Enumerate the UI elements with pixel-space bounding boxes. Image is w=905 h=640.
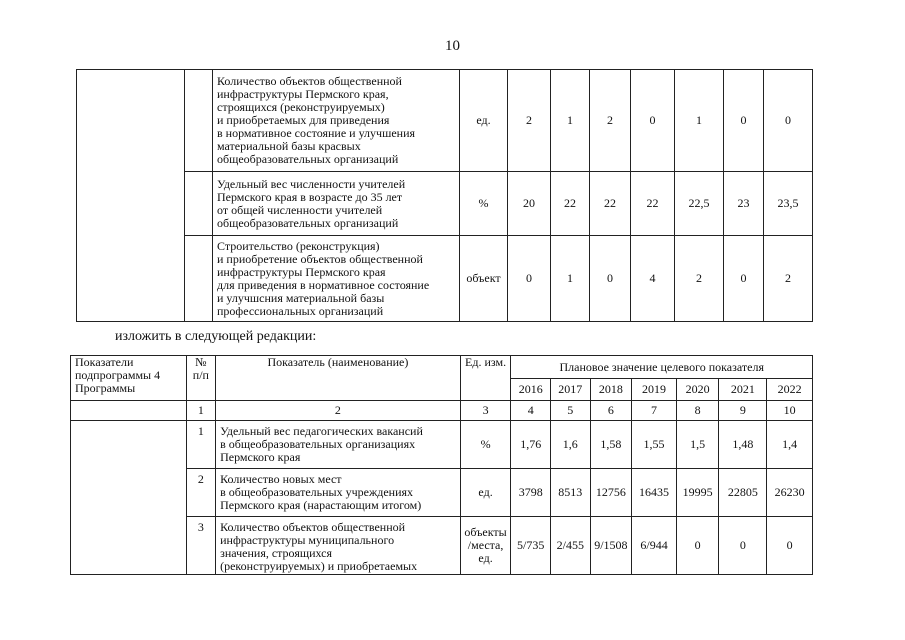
value-cell: 1 [675,70,724,172]
indicator-cell: Количество объектов общественной инфраструктуры муниципального значения, строящихся (реконструируемых) и приобретаемых [216,517,461,575]
value-cell: 2 [508,70,551,172]
column-number-cell: 8 [676,401,719,421]
column-number-cell: 9 [719,401,767,421]
value-cell: 1,6 [551,421,591,469]
indicator-cell: Удельный вес численности учителей Пермского края в возрасте до 35 лет от общей численности учителей общеобразовательных организаций [213,172,460,236]
indicator-cell: Количество объектов общественной инфраструктуры Пермского края, строящихся (реконструируемых) и приобретаемых для приведения в нормативное состояние и улучшения материальной базы красвых общеобразовательных организаций [213,70,460,172]
column-number-cell: 10 [767,401,813,421]
value-cell: 20 [508,172,551,236]
value-cell: 23,5 [764,172,813,236]
value-cell: 0 [590,236,631,322]
section-cell-empty [77,70,185,322]
value-cell: 1,48 [719,421,767,469]
value-cell: 1,58 [590,421,632,469]
year-cell: 2021 [719,379,767,401]
value-cell: 0 [508,236,551,322]
value-cell: 2 [675,236,724,322]
column-number-cell: 3 [460,401,511,421]
value-cell: 26230 [767,469,813,517]
num-cell-empty [185,70,213,172]
section-cell-empty [71,401,187,421]
value-cell: 19995 [676,469,719,517]
value-cell: 9/1508 [590,517,632,575]
row-number: 2 [186,469,215,517]
value-cell: 4 [631,236,675,322]
value-cell: 3798 [511,469,551,517]
year-cell: 2018 [590,379,632,401]
indicator-cell: Строительство (реконструкция) и приобретение объектов общественной инфраструктуры Пермского края для приведения в нормативное состояние и улучшсния материальной базы профессиональных организаций [213,236,460,322]
value-cell: 16435 [632,469,677,517]
indicators-table-old [76,69,813,322]
value-cell: 1,4 [767,421,813,469]
unit-header: Ед. изм. [460,356,511,401]
value-cell: 12756 [590,469,632,517]
value-cell: 0 [724,236,764,322]
value-cell: 5/735 [511,517,551,575]
unit-cell: ед. [460,469,511,517]
value-cell: 0 [676,517,719,575]
indicator-cell: Количество новых мест в общеобразовательных учреждениях Пермского края (нарастающим итогом) [216,469,461,517]
indicator-header: Показатель (наименование) [216,356,461,401]
unit-cell: объект [460,236,508,322]
table-row [77,236,813,322]
section-cell: Показатели подпрограммы 4 Программы [71,356,187,401]
value-cell: 0 [764,70,813,172]
value-cell: 22 [631,172,675,236]
unit-cell: % [460,172,508,236]
value-cell: 2 [590,70,631,172]
column-number-cell: 5 [551,401,591,421]
value-cell: 22 [551,172,590,236]
unit-cell: ед. [460,70,508,172]
num-cell-empty [185,236,213,322]
table-row [77,70,813,172]
value-cell: 1 [551,236,590,322]
value-cell: 1,5 [676,421,719,469]
value-cell: 1,76 [511,421,551,469]
indicator-cell: Удельный вес педагогических вакансий в общеобразовательных организациях Пермского края [216,421,461,469]
column-number-cell: 6 [590,401,632,421]
page-number: 10 [445,38,460,54]
value-cell: 0 [724,70,764,172]
row-number: 1 [186,421,215,469]
num-header: № п/п [186,356,215,401]
value-cell: 22,5 [675,172,724,236]
value-cell: 22805 [719,469,767,517]
column-number-cell: 2 [216,401,461,421]
value-cell: 8513 [551,469,591,517]
value-cell: 6/944 [632,517,677,575]
year-cell: 2020 [676,379,719,401]
table-header-row [71,356,813,379]
value-cell: 2/455 [551,517,591,575]
year-cell: 2019 [632,379,677,401]
section-cell-empty [71,421,187,575]
value-cell: 0 [767,517,813,575]
value-cell: 1,55 [632,421,677,469]
year-cell: 2017 [551,379,591,401]
column-number-cell: 1 [186,401,215,421]
value-cell: 1 [551,70,590,172]
value-cell: 23 [724,172,764,236]
num-cell-empty [185,172,213,236]
year-cell: 2016 [511,379,551,401]
plan-header: Плановое значение целевого показателя [511,356,813,379]
value-cell: 0 [631,70,675,172]
unit-cell: % [460,421,511,469]
table-row [77,172,813,236]
indicators-table-new [70,355,813,575]
row-number: 3 [186,517,215,575]
column-number-cell: 4 [511,401,551,421]
value-cell: 22 [590,172,631,236]
year-cell: 2022 [767,379,813,401]
column-number-cell: 7 [632,401,677,421]
lead-text: изложить в следующей редакции: [115,329,317,344]
unit-cell: объекты /места, ед. [460,517,511,575]
value-cell: 0 [719,517,767,575]
table-row [71,421,813,469]
column-numbers-row [71,401,813,421]
value-cell: 2 [764,236,813,322]
